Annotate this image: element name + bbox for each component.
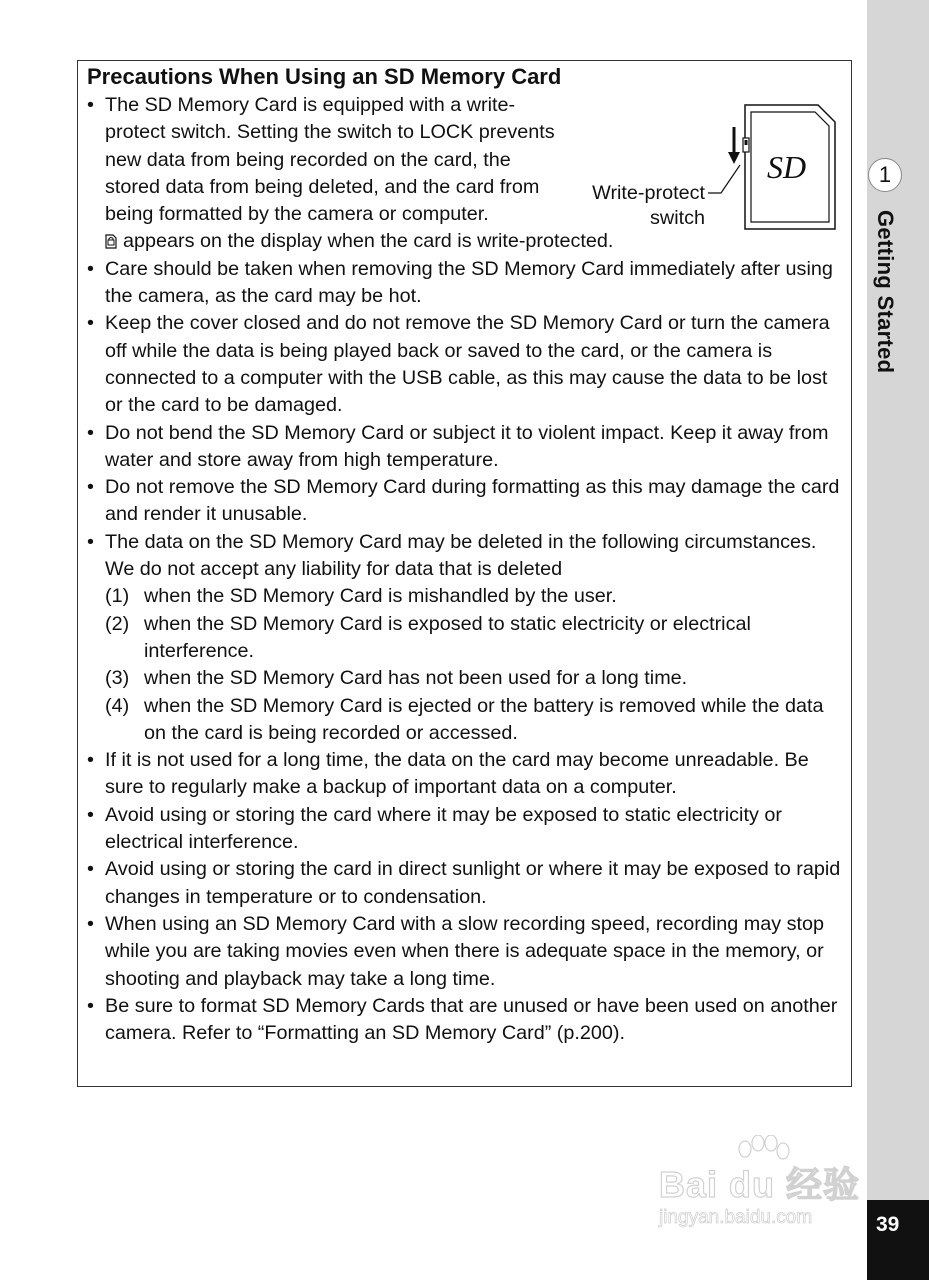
page-number-box	[867, 1200, 929, 1280]
chapter-sidebar	[867, 0, 929, 1280]
list-item: • Keep the cover closed and do not remove the SD Memory Card or turn the camera off while the data is being played back or saved to the card, or the camera is connected to a computer with the USB cable, as this may cause the data to be lost or the card to be damaged.	[87, 310, 842, 419]
write-protect-icon	[105, 230, 117, 245]
item-number: (3)	[105, 667, 130, 690]
precautions-list	[87, 92, 842, 1047]
list-item: • Be sure to format SD Memory Cards that are unused or have been used on another camera. Refer to “Formatting an SD Memory Card” (p.200).	[87, 993, 842, 1048]
precautions-content	[87, 92, 842, 1047]
watermark-url: jingyan.baidu.com	[659, 1207, 813, 1228]
write-protect-label-line1: Write-protect	[592, 182, 705, 204]
numbered-item	[105, 665, 842, 692]
list-item: • When using an SD Memory Card with a slow recording speed, recording may stop while you are taking movies even when there is adequate space in the memory, or shooting and playback may take a long time.	[87, 911, 842, 993]
item-number: (1)	[105, 585, 130, 608]
list-item: • If it is not used for a long time, the data on the card may become unreadable. Be sure to regularly make a backup of important data on a computer.	[87, 747, 842, 802]
page-number: 39	[876, 1213, 900, 1236]
numbered-item	[105, 693, 842, 748]
item-number: (2)	[105, 612, 130, 635]
note-text: appears on the display when the card is write-protected.	[123, 230, 614, 253]
numbered-item	[105, 611, 842, 666]
list-item: • Care should be taken when removing the SD Memory Card immediately after using the camera, as the card may be hot.	[87, 256, 842, 311]
sd-logo-text: SD	[767, 149, 807, 185]
list-item: • Do not remove the SD Memory Card during formatting as this may damage the card and render it unusable.	[87, 474, 842, 529]
item-text: when the SD Memory Card has not been used for a long time.	[144, 667, 688, 690]
chapter-title: Getting Started	[873, 210, 898, 374]
list-item: • Avoid using or storing the card in direct sunlight or where it may be exposed to rapid changes in temperature or to condensation.	[87, 856, 842, 911]
bullet-text: • The data on the SD Memory Card may be deleted in the following circumstances. We do not accept any liability for data that is deleted	[105, 530, 817, 581]
item-number: (4)	[105, 694, 130, 717]
write-protect-note	[105, 228, 842, 255]
item-text: when the SD Memory Card is mishandled by the user.	[144, 585, 617, 608]
chapter-number-badge: 1	[868, 158, 902, 192]
numbered-item	[105, 583, 842, 610]
list-item	[87, 529, 842, 747]
bullet-text: • The SD Memory Card is equipped with a write-protect switch. Setting the switch to LOCK prevents new data from being recorded on the card, the stored data from being deleted, and the card from being formatted by the camera or computer.	[105, 94, 555, 226]
baidu-watermark	[655, 1135, 870, 1235]
section-heading: Precautions When Using an SD Memory Card	[87, 64, 562, 89]
item-text: when the SD Memory Card is ejected or the battery is removed while the data on the card is being recorded or accessed.	[144, 694, 824, 744]
write-protect-label-line2: switch	[650, 207, 705, 229]
circumstances-list	[105, 583, 842, 747]
list-item: • Do not bend the SD Memory Card or subject it to violent impact. Keep it away from water and store away from high temperature.	[87, 420, 842, 475]
watermark-brand: Bai du 经验	[659, 1164, 861, 1205]
list-item: • Avoid using or storing the card where it may be exposed to static electricity or electrical interference.	[87, 802, 842, 857]
item-text: when the SD Memory Card is exposed to static electricity or electrical interference.	[144, 612, 751, 662]
list-item	[87, 92, 842, 256]
